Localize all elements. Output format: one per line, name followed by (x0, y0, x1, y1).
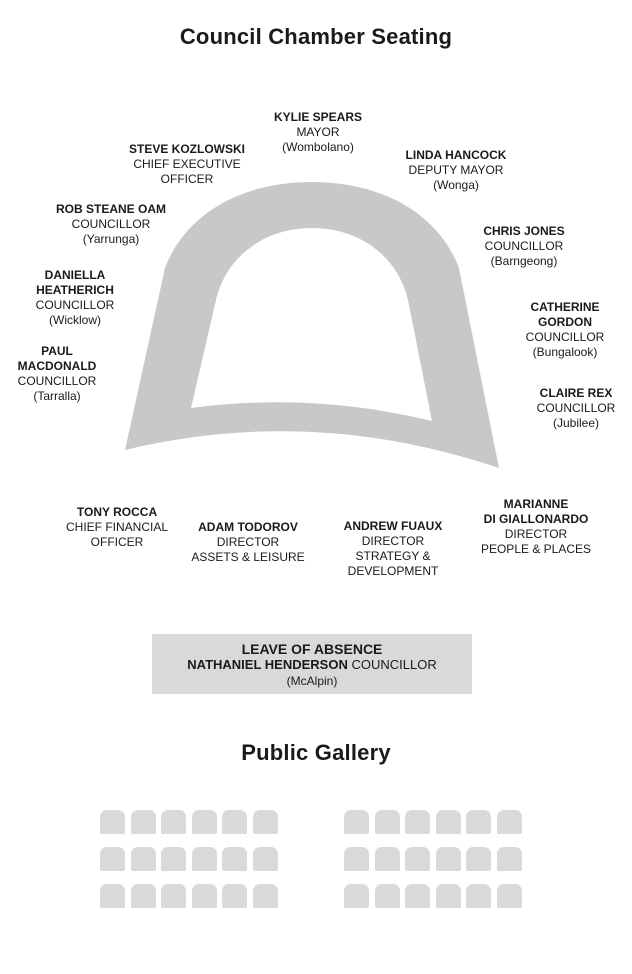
gallery-seat (253, 847, 278, 871)
leave-heading: LEAVE OF ABSENCE (241, 641, 383, 657)
seat-heatherich (20, 268, 130, 328)
member-name: ANDREW FUAUX (343, 519, 443, 533)
gallery-seat (253, 884, 278, 908)
gallery-seat (466, 884, 491, 908)
member-role: MAYOR (296, 125, 340, 139)
gallery-seat (405, 884, 430, 908)
gallery-seat (222, 847, 247, 871)
member-name: KYLIE SPEARS (273, 110, 363, 124)
member-role-line2: PEOPLE & PLACES (480, 542, 592, 556)
leave-member-name: NATHANIEL HENDERSON (187, 657, 348, 672)
seat-deputy-mayor (388, 148, 524, 193)
member-role: COUNCILLOR (35, 298, 115, 312)
member-name: MARIANNE (503, 497, 569, 511)
member-role: COUNCILLOR (536, 401, 616, 415)
gallery-seat (436, 810, 461, 834)
seat-macdonald (4, 344, 110, 404)
member-ward: (Tarralla) (33, 389, 81, 403)
seat-jones (466, 224, 582, 269)
gallery-seat (100, 847, 125, 871)
gallery-seat (344, 810, 369, 834)
member-ward: (Jubilee) (552, 416, 600, 430)
public-gallery-title: Public Gallery (241, 740, 391, 765)
gallery-seat (192, 847, 217, 871)
gallery-seat (466, 810, 491, 834)
gallery-seat (405, 810, 430, 834)
gallery-seat (192, 884, 217, 908)
seat-mayor (258, 110, 378, 155)
seat-ceo (112, 142, 262, 187)
member-name-line2: GORDON (538, 315, 592, 329)
member-role: DEPUTY MAYOR (408, 163, 504, 177)
seat-gordon (510, 300, 620, 360)
member-role: COUNCILLOR (71, 217, 151, 231)
member-name-line2: HEATHERICH (36, 283, 114, 297)
gallery-seat (497, 810, 522, 834)
member-name: DANIELLA (44, 268, 106, 282)
leave-member-role: COUNCILLOR (347, 657, 437, 672)
leave-of-absence-panel (152, 634, 472, 694)
gallery-seat (161, 847, 186, 871)
gallery-seat (131, 884, 156, 908)
member-role-line2: ASSETS & LEISURE (191, 550, 305, 564)
leave-member-ward: (McAlpin) (286, 674, 338, 688)
member-name: CATHERINE (530, 300, 600, 314)
member-ward: (Wombolano) (282, 140, 354, 154)
member-name-line2: MACDONALD (17, 359, 97, 373)
gallery-seat (100, 884, 125, 908)
member-role-line2: OFFICER (160, 172, 214, 186)
gallery-seat (131, 847, 156, 871)
member-name: LINDA HANCOCK (405, 148, 507, 162)
member-role: DIRECTOR (216, 535, 280, 549)
member-ward: (Yarrunga) (82, 232, 140, 246)
gallery-seat (344, 847, 369, 871)
gallery-seat (375, 884, 400, 908)
member-name: ADAM TODOROV (198, 520, 298, 534)
gallery-seat (131, 810, 156, 834)
gallery-seat (222, 884, 247, 908)
gallery-seat (375, 810, 400, 834)
gallery-seat (222, 810, 247, 834)
leave-member-line (187, 657, 436, 672)
gallery-seat (344, 884, 369, 908)
gallery-seat (497, 847, 522, 871)
member-role-line2: STRATEGY & (355, 549, 431, 563)
gallery-seat (253, 810, 278, 834)
gallery-seat (466, 847, 491, 871)
member-name: TONY ROCCA (76, 505, 158, 519)
gallery-seat (436, 847, 461, 871)
member-role: COUNCILLOR (484, 239, 564, 253)
member-role: DIRECTOR (361, 534, 425, 548)
gallery-seat (161, 884, 186, 908)
member-ward: (Barngeong) (490, 254, 558, 268)
member-role-line2: OFFICER (90, 535, 144, 549)
member-ward: (Bungalook) (532, 345, 598, 359)
gallery-seat (405, 847, 430, 871)
gallery-seat (497, 884, 522, 908)
seat-fuaux (330, 519, 456, 579)
member-role: DIRECTOR (504, 527, 568, 541)
seat-rocca (52, 505, 182, 550)
member-name: CLAIRE REX (539, 386, 613, 400)
member-name: PAUL (41, 344, 73, 358)
member-name: STEVE KOZLOWSKI (128, 142, 245, 156)
gallery-seat (436, 884, 461, 908)
seat-steane (40, 202, 182, 247)
page-title: Council Chamber Seating (179, 24, 453, 49)
member-name: CHRIS JONES (483, 224, 565, 238)
gallery-seat (375, 847, 400, 871)
member-ward: (Wicklow) (49, 313, 101, 327)
member-role: COUNCILLOR (17, 374, 97, 388)
gallery-seat (192, 810, 217, 834)
member-role: CHIEF FINANCIAL (65, 520, 168, 534)
member-name: ROB STEANE OAM (55, 202, 166, 216)
member-role: CHIEF EXECUTIVE (133, 157, 241, 171)
gallery-seat (100, 810, 125, 834)
gallery-seat (161, 810, 186, 834)
seat-todorov (180, 520, 316, 565)
member-role-line3: DEVELOPMENT (347, 564, 439, 578)
seat-giallonardo (462, 497, 610, 557)
member-role: COUNCILLOR (525, 330, 605, 344)
seat-rex (524, 386, 628, 431)
member-ward: (Wonga) (433, 178, 479, 192)
member-name-line2: DI GIALLONARDO (483, 512, 589, 526)
